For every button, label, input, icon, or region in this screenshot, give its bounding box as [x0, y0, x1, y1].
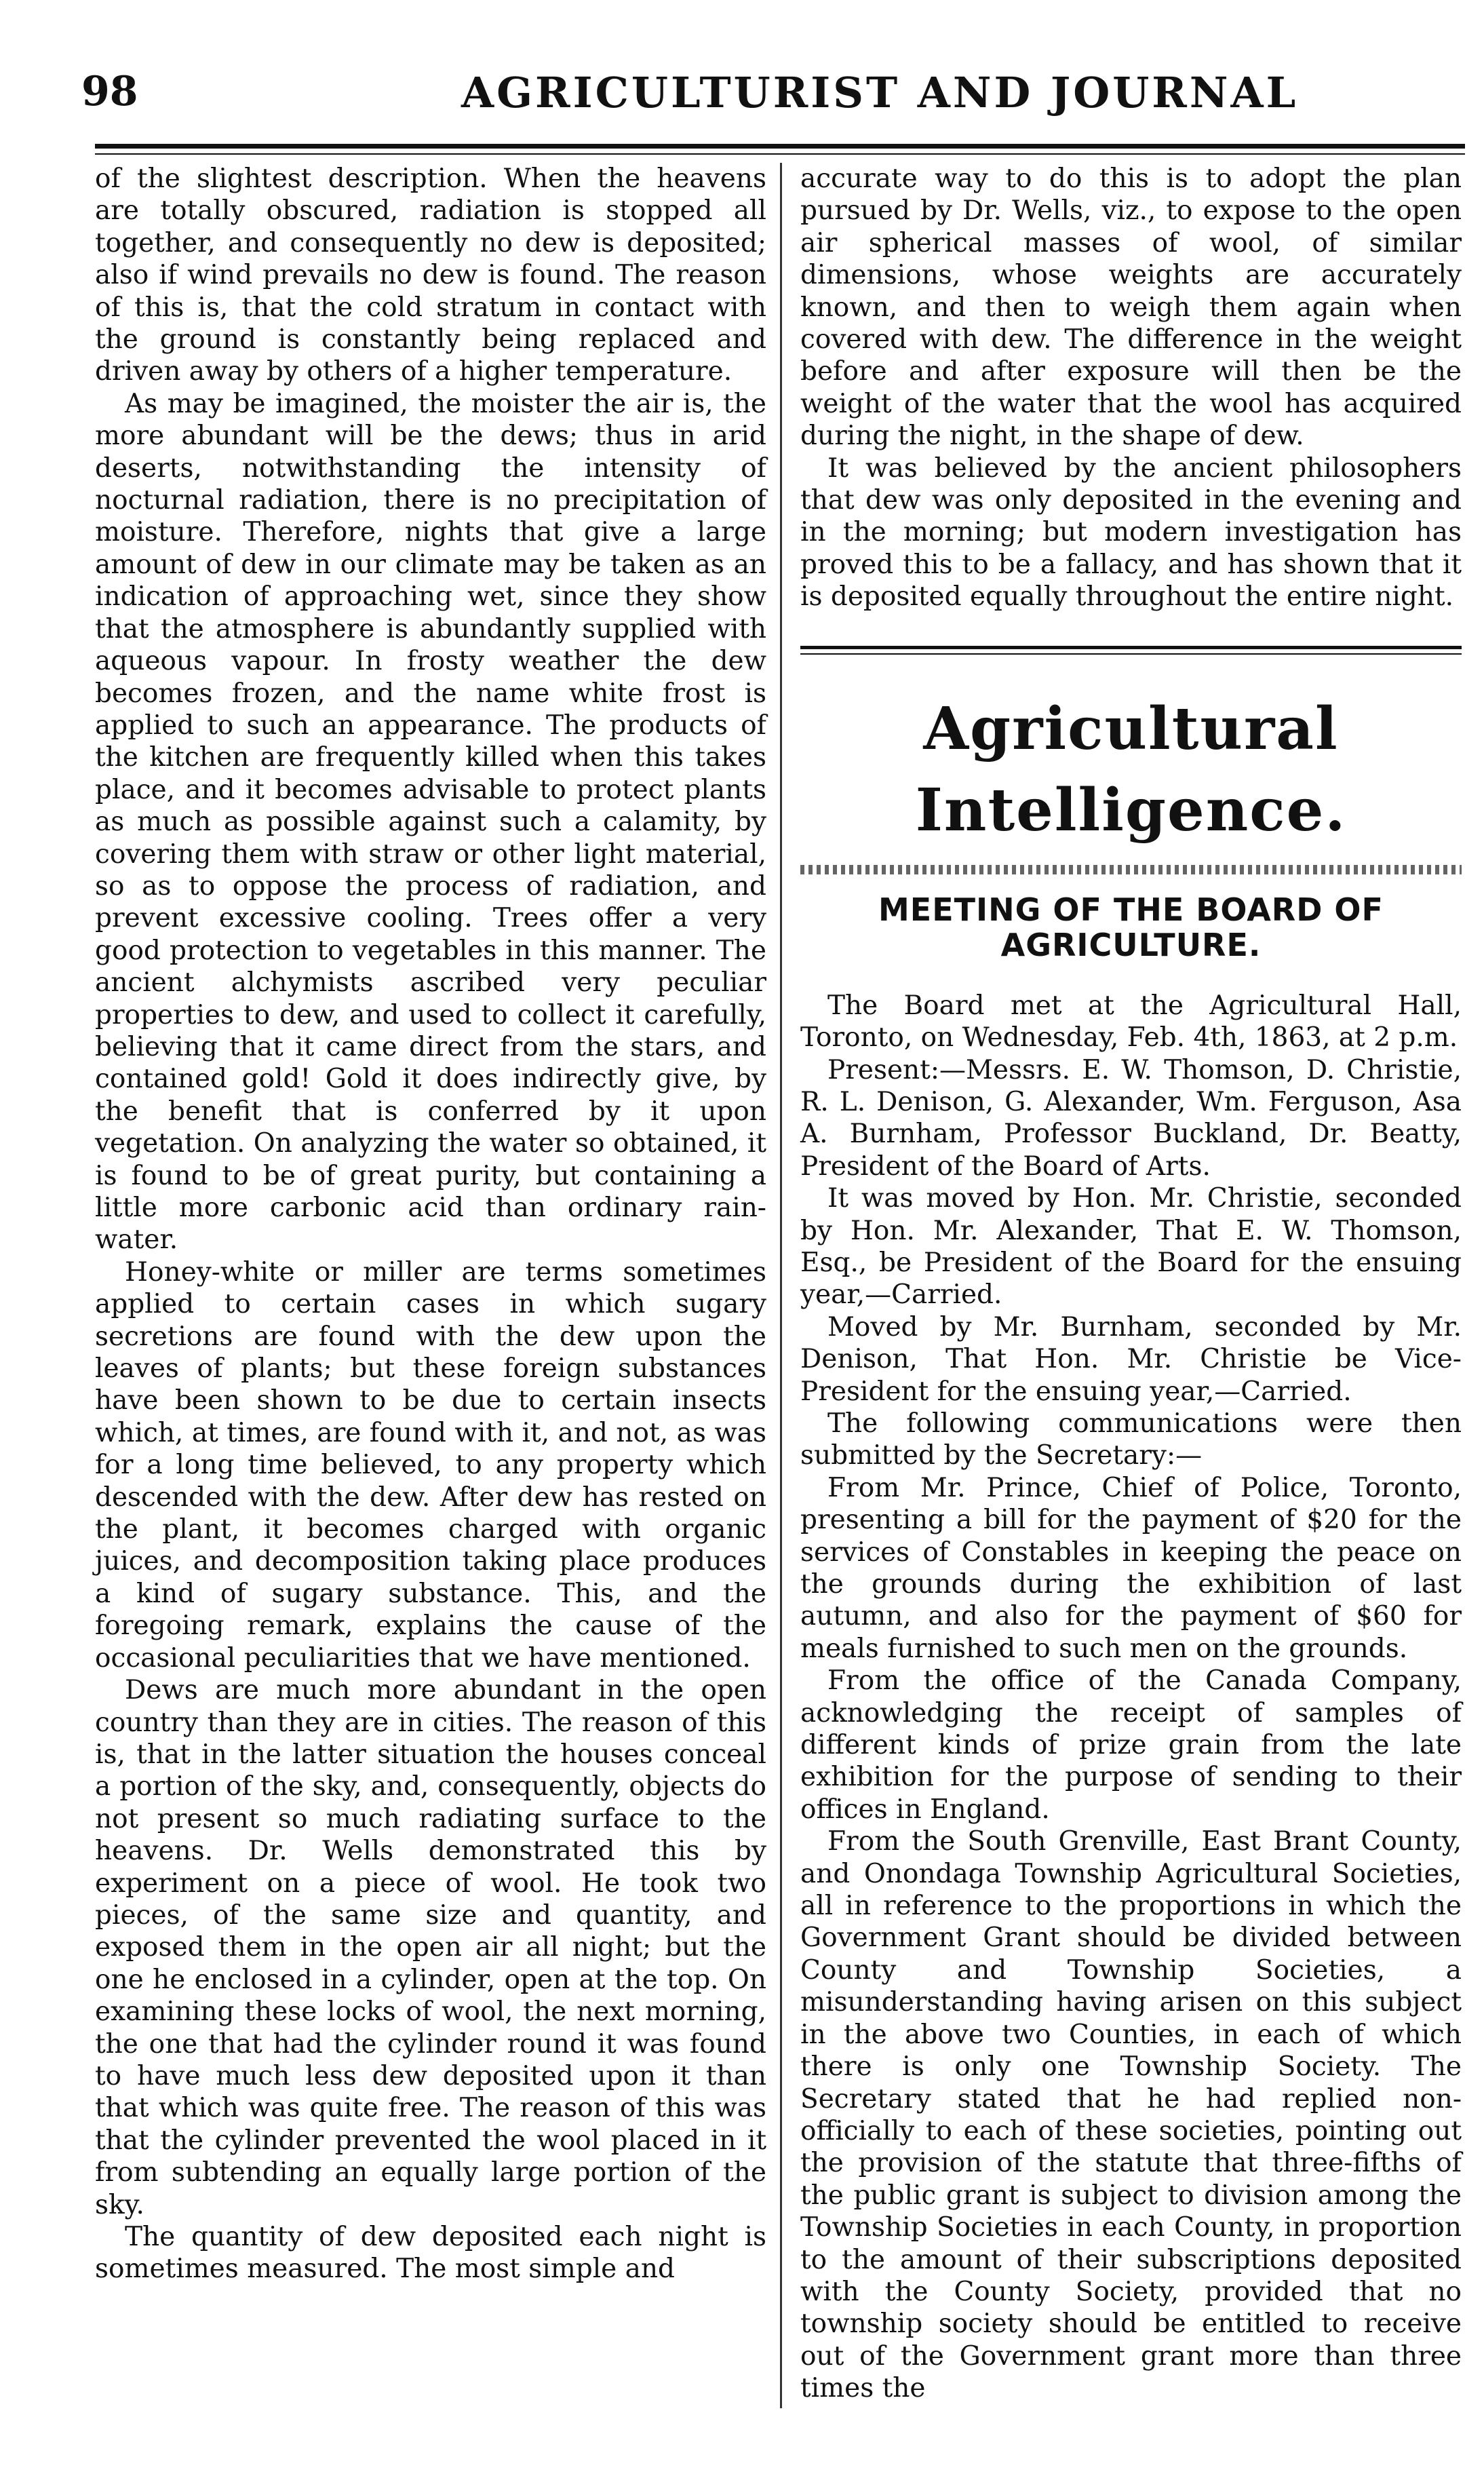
paragraph: Honey-white or miller are terms sometimes applied to certain cases in which sugary secretions are found with the dew upon the leaves of plants; but these foreign substances have been shown to be due to certain insects which, at times, are found with it, and not, as was for a long time believed, to any property which descended with the dew. After dew has rested on the plant, it becomes charged with organic juices, and decomposition taking place produces a kind of sugary substance. This, and the foregoing remark, explains the cause of the occasional peculiarities that we have mentioned. — [95, 1256, 766, 1674]
paragraph: Present:—Messrs. E. W. Thomson, D. Christie, R. L. Denison, G. Alexander, Wm. Ferguson, Asa A. Burnham, Professor Buckland, Dr. Beatty, President of the Board of Arts. — [800, 1054, 1462, 1182]
header-rule — [95, 144, 1465, 149]
section-title: Agricultural Intelligence. — [915, 694, 1347, 845]
paragraph: accurate way to do this is to adopt the plan pursued by Dr. Wells, viz., to expose to the open air spherical masses of wool, of similar dimensions, whose weights are accurately known, and then to weigh them again when covered with dew. The difference in the weight before and after exposure will then be the weight of the water that the wool has acquired during the night, in the shape of dew. — [800, 163, 1462, 452]
paragraph: It was believed by the ancient philosophers that dew was only deposited in the evening and in the morning; but modern investigation has proved this to be a fallacy, and has shown that it is deposited equally throughout the entire night. — [800, 452, 1462, 613]
paragraph: From Mr. Prince, Chief of Police, Toronto, presenting a bill for the payment of $20 for the services of Constables in keeping the peace on the grounds during the exhibition of last autumn, and also for the payment of $60 for meals furnished to such men on the grounds. — [800, 1472, 1462, 1664]
page-header — [0, 54, 1484, 129]
right-column — [800, 163, 1462, 2405]
paragraph: The quantity of dew deposited each night is sometimes measured. The most simple and — [95, 2222, 766, 2285]
paragraph: From the office of the Canada Company, acknowledging the receipt of samples of different kinds of prize grain from the late exhibition for the purpose of sending to their offices in England. — [800, 1665, 1462, 1825]
paragraph: It was moved by Hon. Mr. Christie, seconded by Hon. Mr. Alexander, That E. W. Thomson, Esq., be President of the Board for the ensuing year,—Carried. — [800, 1183, 1462, 1311]
paragraph: The following communications were then submitted by the Secretary:— — [800, 1408, 1462, 1471]
page-number: 98 — [81, 68, 138, 115]
running-head: AGRICULTURIST AND JOURNAL — [461, 68, 1299, 117]
paragraph: From the South Grenville, East Brant County, and Onondaga Township Agricultural Societies, all in reference to the proportions in which the Government Grant should be divided between County and Township Societies, a misunderstanding having arisen on this subject in the above two Counties, in each of which there is only one Township Society. The Secretary stated that he had replied non-officially to each of these societies, pointing out the provision of the statute that three-fifths of the public grant is subject to division among the Township Societies in each County, in proportion to the amount of their subscriptions deposited with the County Society, provided that no township society should be entitled to receive out of the Government grant more than three times the — [800, 1826, 1462, 2404]
left-column — [95, 163, 766, 2285]
paragraph: As may be imagined, the moister the air is, the more abundant will be the dews; thus in arid deserts, notwithstanding the intensity of nocturnal radiation, there is no precipitation of moisture. Therefore, nights that give a large amount of dew in our climate may be taken as an indication of approaching wet, since they show that the atmosphere is abundantly supplied with aqueous vapour. In frosty weather the dew becomes frozen, and the name white frost is applied to such an appearance. The products of the kitchen are frequently killed when this takes place, and it becomes advisable to protect plants as much as possible against such a calamity, by covering them with straw or other light material, so as to oppose the process of radiation, and prevent excessive cooling. Trees offer a very good protection to vegetables in this manner. The ancient alchymists ascribed very peculiar properties to dew, and used to collect it carefully, believing that it came direct from the stars, and contained gold! Gold it does indirectly give, by the benefit that is conferred by it upon vegetation. On analyzing the water so obtained, it is found to be of great purity, but containing a little more carbonic acid than ordinary rain-water. — [95, 388, 766, 1256]
section-rule-thin — [800, 653, 1462, 655]
paragraph: Dews are much more abundant in the open country than they are in cities. The reason of this is, that in the latter situation the houses conceal a portion of the sky, and, consequently, objects do not present so much radiating surface to the heavens. Dr. Wells demonstrated this by experiment on a piece of wool. He took two pieces, of the same size and quantity, and exposed them in the open air all night; but the one he enclosed in a cylinder, open at the top. On examining these locks of wool, the next morning, the one that had the cylinder round it was found to have much less dew deposited upon it than that which was quite free. The reason of this was that the cylinder prevented the wool placed in it from subtending an equally large portion of the sky. — [95, 1675, 766, 2220]
header-rule-thin — [95, 153, 1465, 155]
section-rule — [800, 646, 1462, 649]
column-divider — [780, 163, 782, 2408]
paragraph: The Board met at the Agricultural Hall, Toronto, on Wednesday, Feb. 4th, 1863, at 2 p.m. — [800, 990, 1462, 1054]
paragraph: of the slightest description. When the heavens are totally obscured, radiation is stopped all together, and consequently no dew is deposited; also if wind prevails no dew is found. The reason of this is, that the cold stratum in contact with the ground is constantly being replaced and driven away by others of a higher temperature. — [95, 163, 766, 387]
wavy-divider — [800, 865, 1462, 874]
paragraph: Moved by Mr. Burnham, seconded by Mr. Denison, That Hon. Mr. Christie be Vice-President for the ensuing year,—Carried. — [800, 1311, 1462, 1407]
article-heading: MEETING OF THE BOARD OF AGRICULTURE. — [878, 891, 1384, 963]
